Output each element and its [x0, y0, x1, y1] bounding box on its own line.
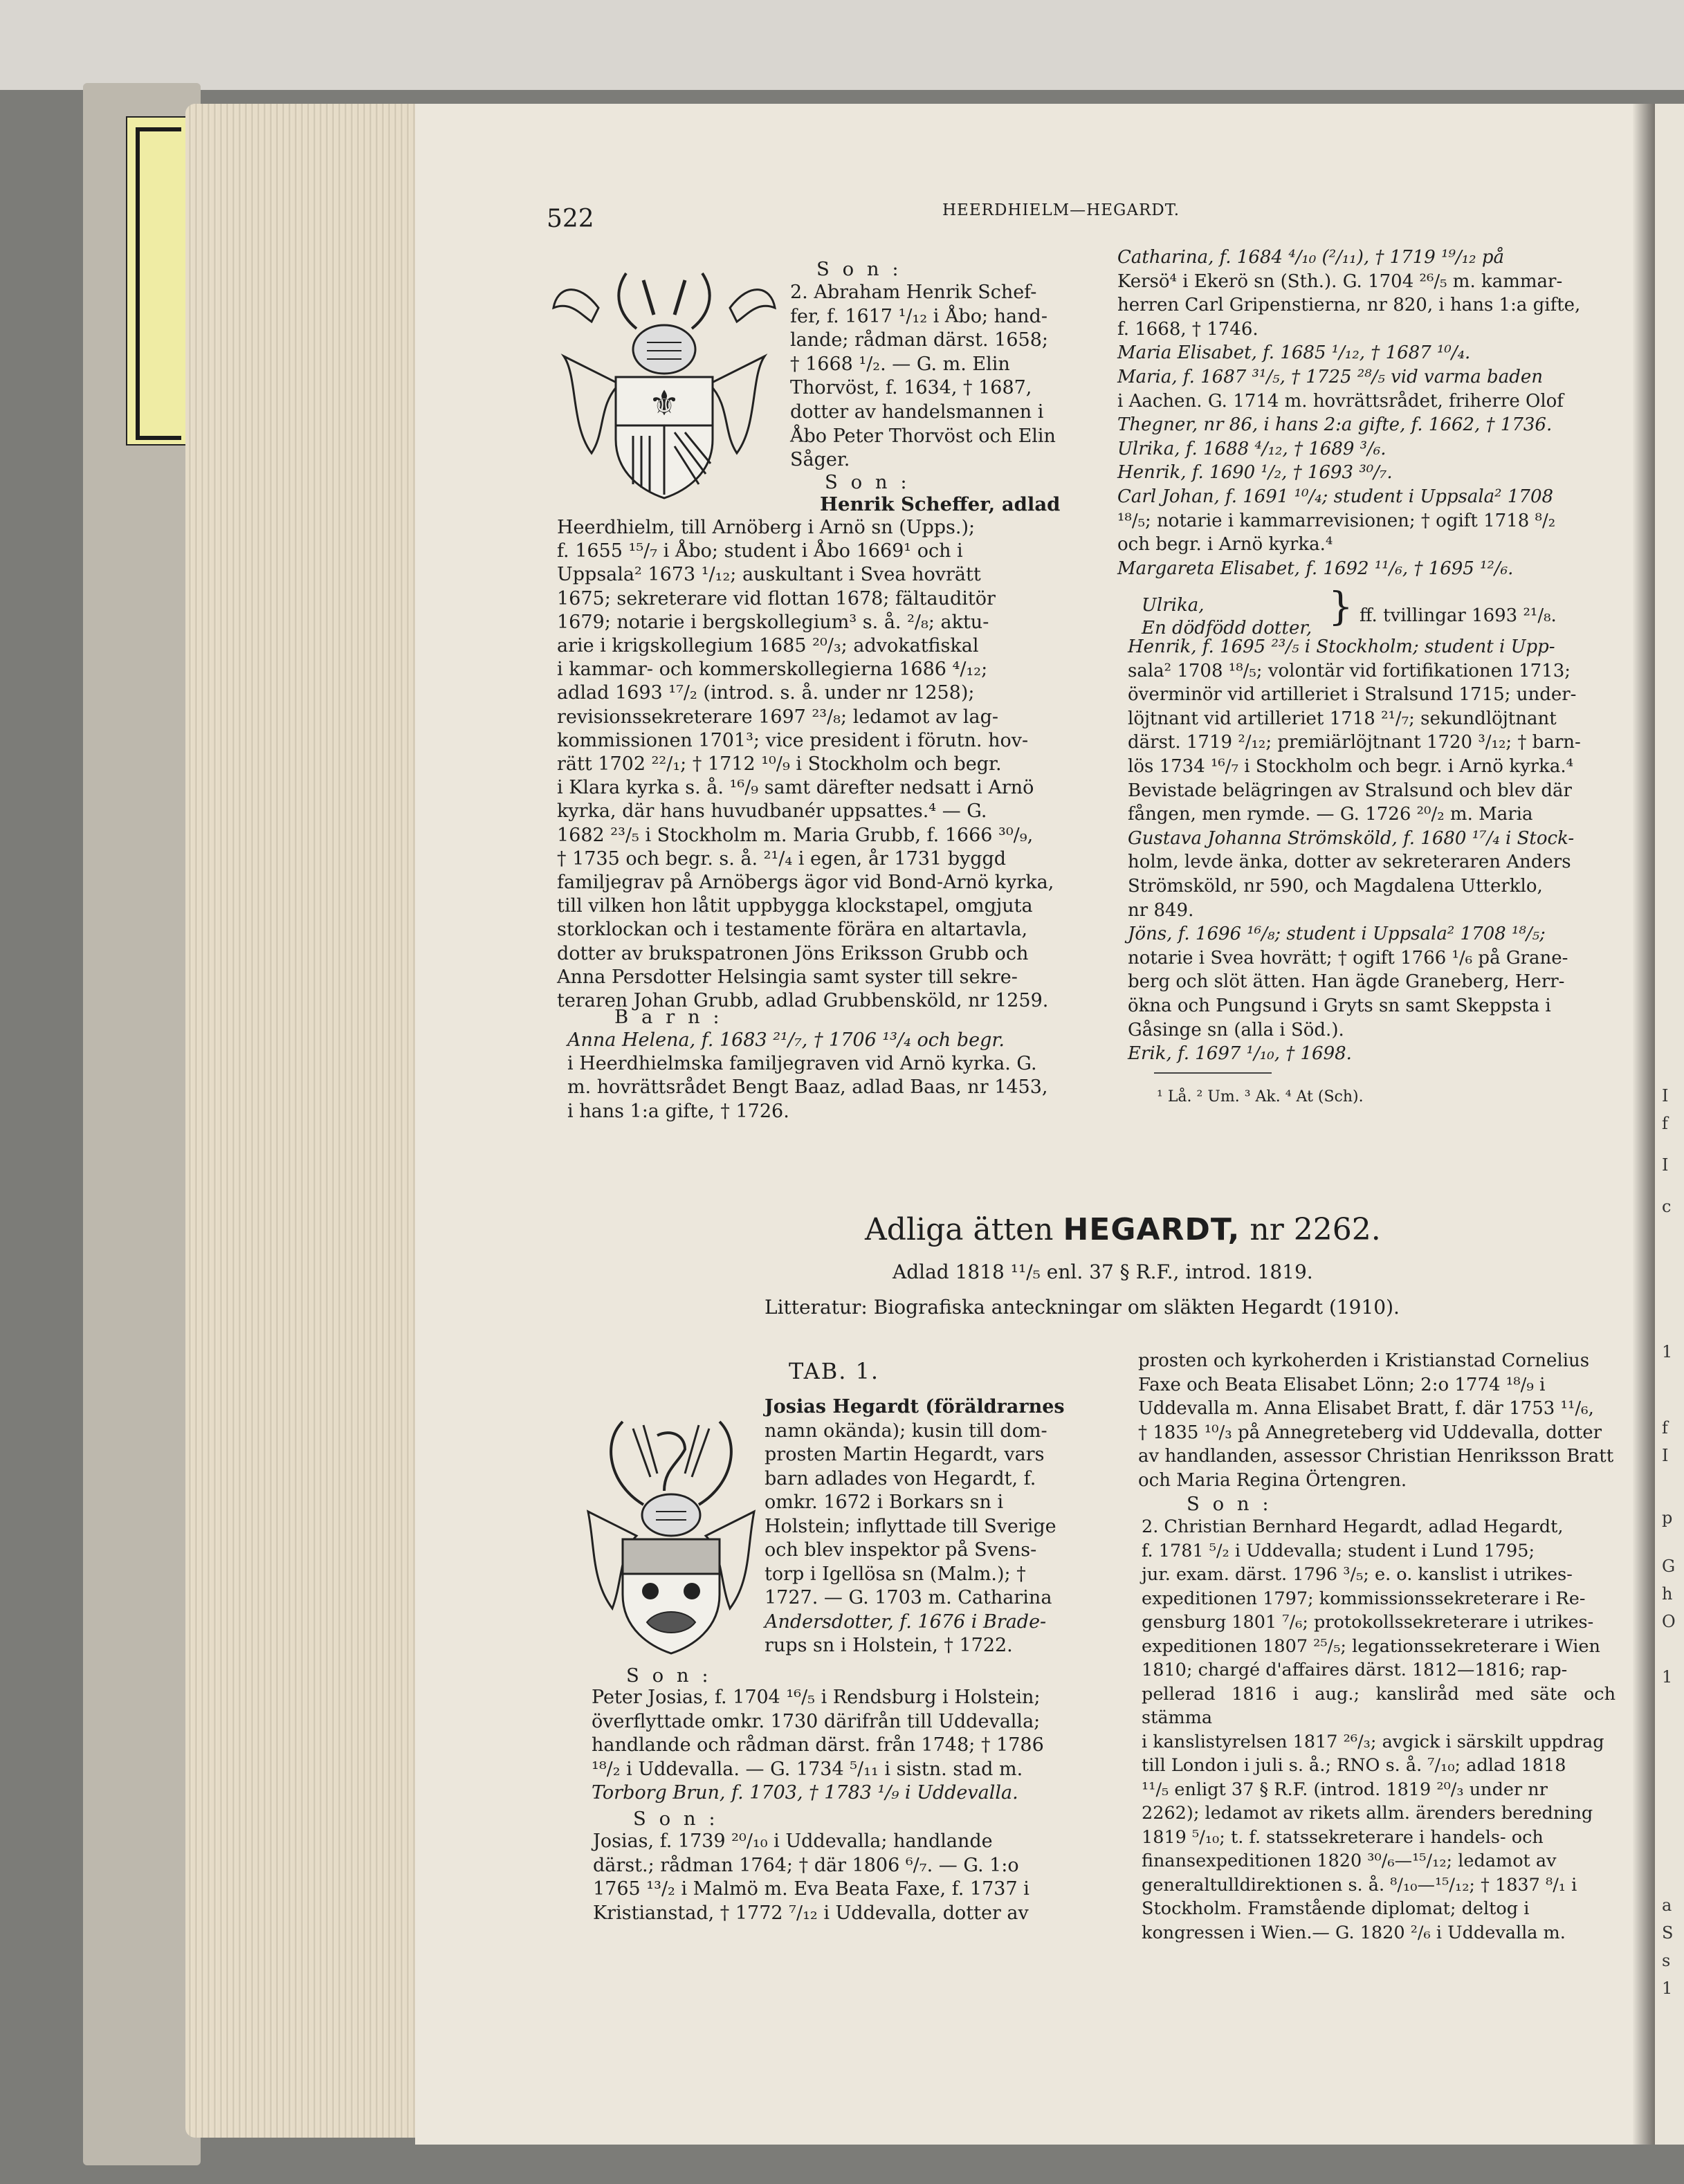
abraham-entry: 2. Abraham Henrik Schef- fer, f. 1617 ¹/₁₂ i Åbo; hand- lande; rådman därst. 1658; † 1668 ¹/₂. — G. m. Elin Thorvöst, f. 1634, † 1687, dotter av handelsmannen i Åbo Peter Thorvöst och Elin Såger.: [790, 282, 1056, 471]
footnotes: ¹ Lå. ² Um. ³ Ak. ⁴ At (Sch).: [1157, 1088, 1364, 1105]
section-title: Adliga ätten HEGARDT, nr 2262.: [865, 1212, 1381, 1247]
son-label-4: S o n :: [633, 1808, 719, 1830]
section-subtitle: Adlad 1818 ¹¹/₅ enl. 37 § R.F., introd. 1819.: [893, 1260, 1313, 1283]
son-label-1: S o n :: [816, 258, 902, 280]
page-edges: [185, 104, 434, 2138]
svg-text:⚜: ⚜: [648, 383, 680, 423]
son-label-3: S o n :: [626, 1664, 712, 1687]
next-page-edge: I f I c 1 f I p G h O 1 a S s 1: [1655, 104, 1684, 2145]
josias-hegardt-entry: Josias Hegardt (föräldrarnes namn okända); kusin till dom- prosten Martin Hegardt, vars barn adlades von Hegardt, f. omkr. 1672 i Borkars sn i Holstein; inflyttade till Sverige och blev inspektor på Svens- torp i Igellösa sn (Malm.); † 1727. — G. 1703 m. Catharina Andersdotter, f. 1676 i Brade- rups sn i Holstein, † 1722.: [765, 1396, 1065, 1656]
scanner-background: [0, 0, 1684, 90]
spine-label: [126, 116, 191, 446]
twins-brace: }: [1328, 585, 1353, 630]
running-header: HEERDHIELM—HEGARDT.: [942, 201, 1180, 219]
twins-note: ff. tvillingar 1693 ²¹/₈.: [1360, 605, 1557, 626]
section-literature: Litteratur: Biografiska anteckningar om släkten Hegardt (1910).: [765, 1296, 1400, 1319]
barn-label: B a r n :: [614, 1006, 723, 1028]
twin-ulrika: Ulrika,: [1142, 595, 1205, 616]
son-label-5: S o n :: [1187, 1493, 1272, 1515]
barn-entry: Anna Helena, f. 1683 ²¹/₇, † 1706 ¹³/₄ och begr. i Heerdhielmska familjegraven vid Arnö kyrka. G. m. hovrättsrådet Bengt Baaz, adlad Baas, nr 1453, i hans 1:a gifte, † 1726.: [567, 1029, 1048, 1122]
right-column-entries: Catharina, f. 1684 ⁴/₁₀ (²/₁₁), † 1719 ¹⁹/₁₂ på Kersö⁴ i Ekerö sn (Sth.). G. 1704 ²⁶/₅ m. kammar- herren Carl Gripenstierna, nr 820, i hans 1:a gifte, f. 1668, † 1746. Maria Elisabet, f. 1685 ¹/₁₂, † 1687 ¹⁰/₄. Maria, f. 1687 ³¹/₅, † 1725 ²⁸/₅ vid varma baden i Aachen. G. 1714 m. hovrättsrådet, friherre Olof Thegner, nr 86, i hans 2:a gifte, f. 1662, † 1736. Ulrika, f. 1688 ⁴/₁₂, † 1689 ³/₆. Henrik, f. 1690 ¹/₂, † 1693 ³⁰/₇. Carl Johan, f. 1691 ¹⁰/₄; student i Uppsala² 1708 ¹⁸/₅; notarie i kammarrevisionen; † ogift 1718 ⁸/₂ och begr. i Arnö kyrka.⁴ Margareta Elisabet, f. 1692 ¹¹/₆, † 1695 ¹²/₆.: [1117, 247, 1581, 579]
peter-josias-entry: Peter Josias, f. 1704 ¹⁶/₅ i Rendsburg i Holstein; överflyttade omkr. 1730 därifrån till Uddevalla; handlande och rådman därst. från 1748; † 1786 ¹⁸/₂ i Uddevalla. — G. 1734 ⁵/₁₁ i sistn. stad m. Torborg Brun, f. 1703, † 1783 ¹/₉ i Uddevalla.: [592, 1687, 1044, 1804]
tab-heading: TAB. 1.: [789, 1358, 880, 1384]
henrik-intro: Henrik Scheffer, adlad: [820, 493, 1061, 515]
coat-of-arms-scheffer-icon: [550, 266, 778, 502]
footnote-rule: [1154, 1072, 1272, 1074]
son-label-2: S o n :: [825, 471, 910, 493]
coat-of-arms-hegardt-icon: [581, 1408, 761, 1657]
page-number: 522: [547, 205, 594, 233]
josias-2-entry: Josias, f. 1739 ²⁰/₁₀ i Uddevalla; handlande därst.; rådman 1764; † där 1806 ⁶/₇. — G. 1:o 1765 ¹³/₂ i Malmö m. Eva Beata Faxe, f. 1737 i Kristianstad, † 1772 ⁷/₁₂ i Uddevalla, dotter av: [593, 1830, 1029, 1924]
twin-stillborn: En dödfödd dotter,: [1142, 618, 1312, 639]
christian-bernhard-entry: 2. Christian Bernhard Hegardt, adlad Hegardt, f. 1781 ⁵/₂ i Uddevalla; student i Lund 1795; jur. exam. därst. 1796 ³/₅; e. o. kanslist i utrikes- expeditionen 1797; kommissionssekreterare i Re- gensburg 1801 ⁷/₆; protokollssekreterare i utrikes- expeditionen 1807 ²⁵/₅; legationssekreterare i Wien 1810; chargé d'affaires därst. 1812—1816; rap- pellerad 1816 i aug.; kansliråd med säte och stämma i kanslistyrelsen 1817 ²⁶/₃; avgick i särskilt uppdrag till London i juli s. å.; RNO s. å. ⁷/₁₀; adlad 1818 ¹¹/₅ enligt 37 § R.F. (introd. 1819 ²⁰/₃ under nr 2262); ledamot av rikets allm. ärenders beredning 1819 ⁵/₁₀; t. f. statssekreterare i handels- och finansexpeditionen 1820 ³⁰/₆—¹⁵/₁₂; ledamot av generaltulldirektionen s. å. ⁸/₁₀—¹⁵/₁₂; † 1837 ⁸/₁ i Stockholm. Framstående diplomat; deltog i kongressen i Wien.— G. 1820 ²/₆ i Uddevalla m.: [1142, 1516, 1616, 1943]
henrik-scheffer-entry: Heerdhielm, till Arnöberg i Arnö sn (Upps.); f. 1655 ¹⁵/₇ i Åbo; student i Åbo 1669¹ och i Uppsala² 1673 ¹/₁₂; auskultant i Svea hovrätt 1675; sekreterare vid flottan 1678; fältauditör 1679; notarie i bergskollegium³ s. å. ²/₈; aktu- arie i krigskollegium 1685 ²⁰/₃; advokatfiskal i kammar- och kommerskollegierna 1686 ⁴/₁₂; adlad 1693 ¹⁷/₂ (introd. s. å. under nr 1258); revisionssekreterare 1697 ²³/₈; ledamot av lag- kommissionen 1701³; vice president i förutn. hov- rätt 1702 ²²/₁; † 1712 ¹⁰/₉ i Stockholm och begr. i Klara kyrka s. å. ¹⁶/₉ samt därefter nedsatt i Arnö kyrka, där hans huvudbanér uppsattes.⁴ — G. 1682 ²³/₅ i Stockholm m. Maria Grubb, f. 1666 ³⁰/₉, † 1735 och begr. s. å. ²¹/₄ i egen, år 1731 byggd familjegrav på Arnöbergs ägor vid Bond-Arnö kyrka, till vilken hon låtit uppbygga klockstapel, omgjuta storklockan och i testamente förära en altartavla, dotter av brukspatronen Jöns Eriksson Grubb och Anna Persdotter Helsingia samt syster till sekre- teraren Johan Grubb, adlad Grubbensköld, nr 1259.: [557, 517, 1054, 1012]
faxe-bratt-entry: prosten och kyrkoherden i Kristianstad Cornelius Faxe och Beata Elisabet Lönn; 2:o 1774 ¹⁸/₉ i Uddevalla m. Anna Elisabet Bratt, f. där 1753 ¹¹/₆, † 1835 ¹⁰/₃ på Annegreteberg vid Uddevalla, dotter av handlanden, assessor Christian Henriksson Bratt och Maria Regina Örtengren.: [1138, 1350, 1614, 1491]
right-column-entries-2: Henrik, f. 1695 ²³/₅ i Stockholm; student i Upp- sala² 1708 ¹⁸/₅; volontär vid fortifikationen 1713; överminör vid artilleriet i Stralsund 1715; under- löjtnant vid artilleriet 1718 ²¹/₇; sekundlöjtnant därst. 1719 ²/₁₂; premiärlöjtnant 1720 ³/₁₂; † barn- lös 1734 ¹⁶/₇ i Stockholm och begr. i Arnö kyrka.⁴ Bevistade belägringen av Stralsund och blev där fången, men rymde. — G. 1726 ²⁰/₂ m. Maria Gustava Johanna Strömsköld, f. 1680 ¹⁷/₄ i Stock- holm, levde änka, dotter av sekreteraren Anders Strömsköld, nr 590, och Magdalena Utterklo, nr 849. Jöns, f. 1696 ¹⁶/₈; student i Uppsala² 1708 ¹⁸/₅; notarie i Svea hovrätt; † ogift 1766 ¹/₆ på Grane- berg och slöt ätten. Han ägde Graneberg, Herr- ökna och Pungsund i Gryts sn samt Skeppsta i Gåsinge sn (alla i Söd.). Erik, f. 1697 ¹/₁₀, † 1698.: [1128, 636, 1581, 1065]
